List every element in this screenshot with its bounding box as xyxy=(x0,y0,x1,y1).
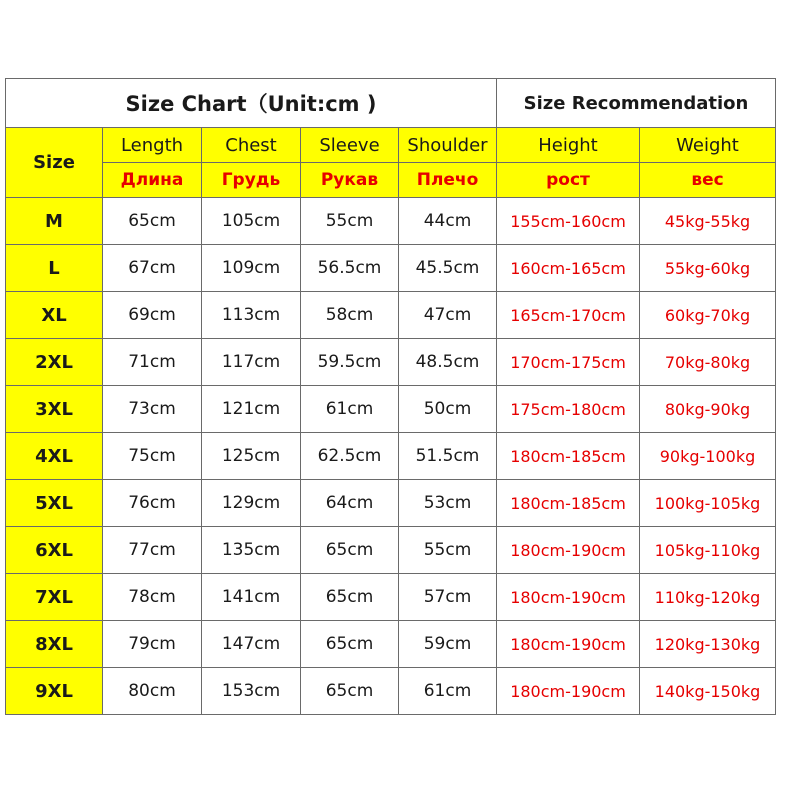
chest-cell: 147cm xyxy=(202,621,301,668)
weight-cell: 120kg-130kg xyxy=(640,621,776,668)
size-cell: M xyxy=(6,198,103,245)
table-row xyxy=(6,198,776,245)
shoulder-cell: 59cm xyxy=(399,621,497,668)
height-header-ru: рост xyxy=(497,163,640,198)
table-row xyxy=(6,292,776,339)
height-cell: 180cm-190cm xyxy=(497,621,640,668)
size-recommendation-title: Size Recommendation xyxy=(497,79,776,128)
shoulder-cell: 61cm xyxy=(399,668,497,715)
table-row xyxy=(6,527,776,574)
size-cell: 7XL xyxy=(6,574,103,621)
sleeve-cell: 64cm xyxy=(301,480,399,527)
height-cell: 180cm-190cm xyxy=(497,668,640,715)
shoulder-header-ru: Плечо xyxy=(399,163,497,198)
sleeve-header: Sleeve xyxy=(301,128,399,163)
size-cell: 2XL xyxy=(6,339,103,386)
chest-cell: 135cm xyxy=(202,527,301,574)
length-cell: 65cm xyxy=(103,198,202,245)
weight-cell: 55kg-60kg xyxy=(640,245,776,292)
weight-cell: 110kg-120kg xyxy=(640,574,776,621)
height-cell: 175cm-180cm xyxy=(497,386,640,433)
chest-cell: 153cm xyxy=(202,668,301,715)
table-row xyxy=(6,339,776,386)
sleeve-cell: 65cm xyxy=(301,621,399,668)
length-cell: 73cm xyxy=(103,386,202,433)
shoulder-cell: 51.5cm xyxy=(399,433,497,480)
height-cell: 165cm-170cm xyxy=(497,292,640,339)
length-cell: 78cm xyxy=(103,574,202,621)
size-cell: L xyxy=(6,245,103,292)
height-cell: 180cm-190cm xyxy=(497,574,640,621)
shoulder-cell: 47cm xyxy=(399,292,497,339)
size-cell: 6XL xyxy=(6,527,103,574)
header-row-english xyxy=(6,128,776,163)
length-header-ru: Длина xyxy=(103,163,202,198)
chest-cell: 117cm xyxy=(202,339,301,386)
size-cell: 3XL xyxy=(6,386,103,433)
sleeve-header-ru: Рукав xyxy=(301,163,399,198)
weight-header: Weight xyxy=(640,128,776,163)
length-cell: 71cm xyxy=(103,339,202,386)
table-row xyxy=(6,621,776,668)
table-row xyxy=(6,668,776,715)
length-cell: 80cm xyxy=(103,668,202,715)
weight-cell: 45kg-55kg xyxy=(640,198,776,245)
table-row xyxy=(6,433,776,480)
size-cell: 5XL xyxy=(6,480,103,527)
weight-cell: 80kg-90kg xyxy=(640,386,776,433)
weight-cell: 90kg-100kg xyxy=(640,433,776,480)
chest-cell: 109cm xyxy=(202,245,301,292)
weight-cell: 70kg-80kg xyxy=(640,339,776,386)
size-cell: XL xyxy=(6,292,103,339)
shoulder-cell: 53cm xyxy=(399,480,497,527)
sleeve-cell: 55cm xyxy=(301,198,399,245)
chest-cell: 113cm xyxy=(202,292,301,339)
weight-header-ru: вес xyxy=(640,163,776,198)
length-cell: 67cm xyxy=(103,245,202,292)
shoulder-cell: 55cm xyxy=(399,527,497,574)
sleeve-cell: 65cm xyxy=(301,574,399,621)
length-cell: 79cm xyxy=(103,621,202,668)
shoulder-cell: 57cm xyxy=(399,574,497,621)
shoulder-cell: 50cm xyxy=(399,386,497,433)
size-column-header: Size xyxy=(6,128,103,198)
length-header: Length xyxy=(103,128,202,163)
height-cell: 155cm-160cm xyxy=(497,198,640,245)
height-cell: 160cm-165cm xyxy=(497,245,640,292)
sleeve-cell: 59.5cm xyxy=(301,339,399,386)
table-row xyxy=(6,480,776,527)
sleeve-cell: 58cm xyxy=(301,292,399,339)
weight-cell: 140kg-150kg xyxy=(640,668,776,715)
sleeve-cell: 61cm xyxy=(301,386,399,433)
size-chart-title: Size Chart（Unit:cm ) xyxy=(6,79,497,128)
height-cell: 170cm-175cm xyxy=(497,339,640,386)
chest-header-ru: Грудь xyxy=(202,163,301,198)
size-chart-table xyxy=(5,78,776,715)
length-cell: 76cm xyxy=(103,480,202,527)
table-row xyxy=(6,245,776,292)
sleeve-cell: 65cm xyxy=(301,668,399,715)
sleeve-cell: 65cm xyxy=(301,527,399,574)
size-cell: 4XL xyxy=(6,433,103,480)
height-cell: 180cm-185cm xyxy=(497,433,640,480)
shoulder-cell: 44cm xyxy=(399,198,497,245)
header-row-russian xyxy=(6,163,776,198)
sleeve-cell: 56.5cm xyxy=(301,245,399,292)
table-row xyxy=(6,574,776,621)
chest-cell: 121cm xyxy=(202,386,301,433)
size-cell: 8XL xyxy=(6,621,103,668)
chest-cell: 141cm xyxy=(202,574,301,621)
height-cell: 180cm-185cm xyxy=(497,480,640,527)
shoulder-cell: 48.5cm xyxy=(399,339,497,386)
weight-cell: 105kg-110kg xyxy=(640,527,776,574)
table-row xyxy=(6,386,776,433)
chest-header: Chest xyxy=(202,128,301,163)
chest-cell: 125cm xyxy=(202,433,301,480)
weight-cell: 60kg-70kg xyxy=(640,292,776,339)
shoulder-cell: 45.5cm xyxy=(399,245,497,292)
height-header: Height xyxy=(497,128,640,163)
length-cell: 69cm xyxy=(103,292,202,339)
shoulder-header: Shoulder xyxy=(399,128,497,163)
chest-cell: 105cm xyxy=(202,198,301,245)
size-cell: 9XL xyxy=(6,668,103,715)
sleeve-cell: 62.5cm xyxy=(301,433,399,480)
length-cell: 75cm xyxy=(103,433,202,480)
length-cell: 77cm xyxy=(103,527,202,574)
weight-cell: 100kg-105kg xyxy=(640,480,776,527)
chest-cell: 129cm xyxy=(202,480,301,527)
height-cell: 180cm-190cm xyxy=(497,527,640,574)
title-row xyxy=(6,79,776,128)
